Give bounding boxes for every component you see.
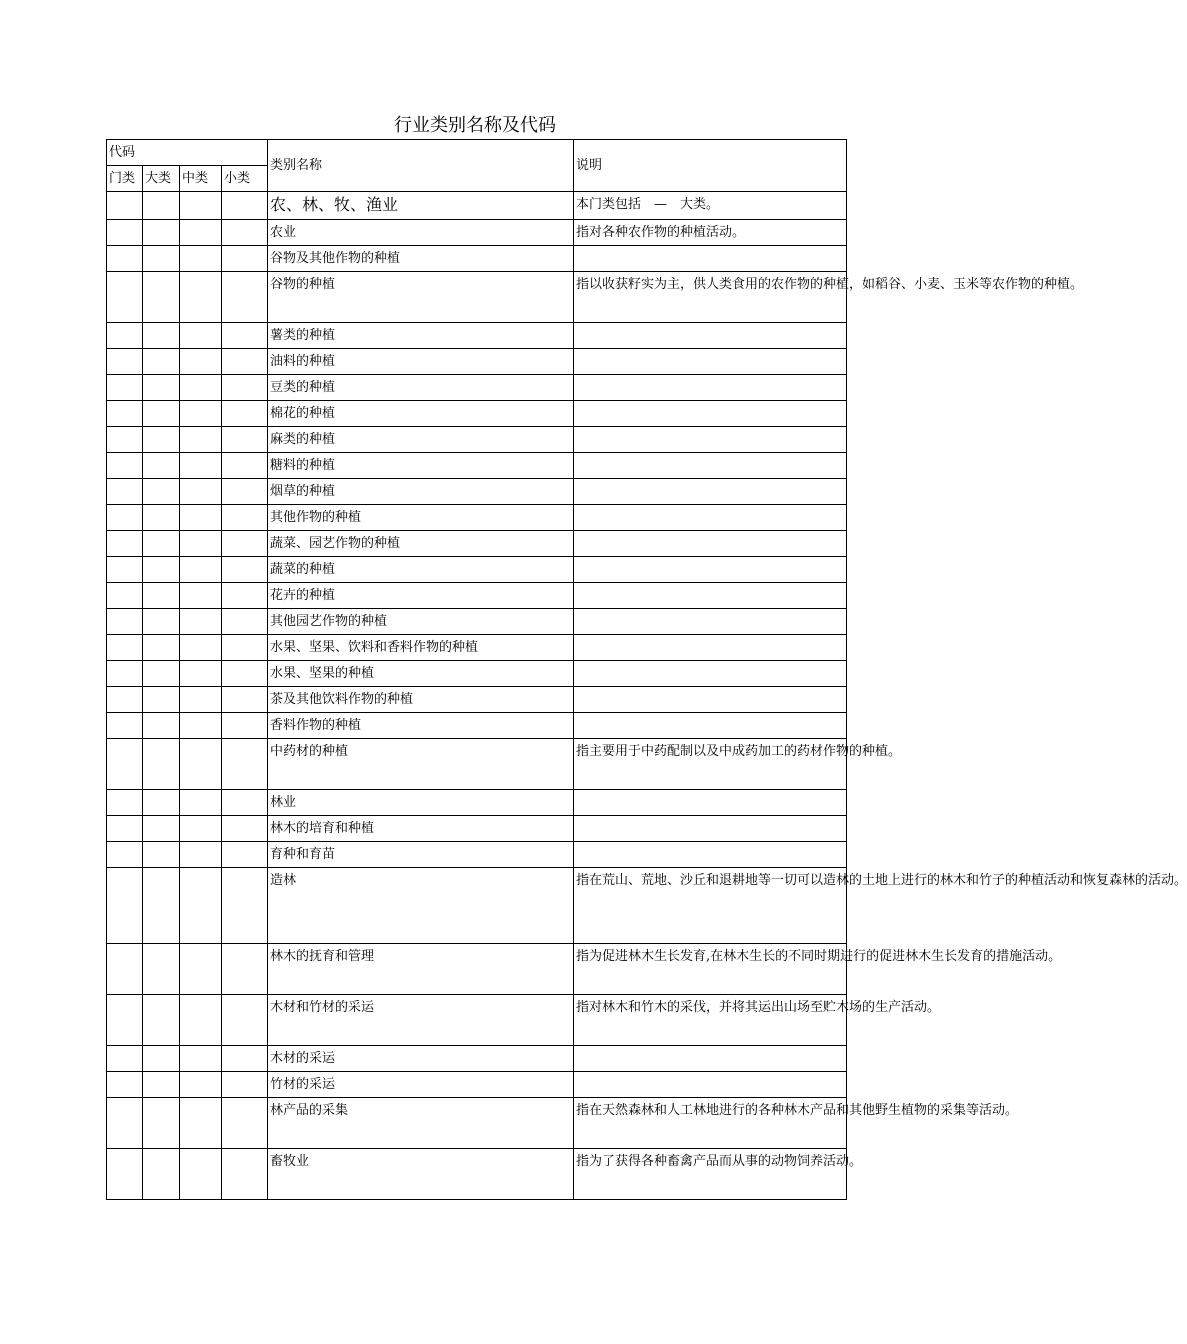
category-description: 指在天然森林和人工林地进行的各种林木产品和其他野生植物的采集等活动。: [574, 1098, 847, 1149]
table-row: [107, 1072, 847, 1098]
table-row: [107, 505, 847, 531]
code-cell: [143, 246, 180, 272]
category-description: [574, 375, 847, 401]
code-cell: [143, 220, 180, 246]
header-name: 类别名称: [268, 140, 574, 192]
category-name: 烟草的种植: [268, 479, 574, 505]
code-cell: [107, 246, 143, 272]
code-cell: [107, 375, 143, 401]
code-cell: [222, 995, 268, 1046]
category-description: [574, 816, 847, 842]
code-cell: [143, 661, 180, 687]
code-cell: [107, 713, 143, 739]
code-cell: [222, 453, 268, 479]
table-row: [107, 479, 847, 505]
code-cell: [107, 739, 143, 790]
code-cell: [222, 246, 268, 272]
table-row: [107, 868, 847, 944]
code-cell: [180, 427, 222, 453]
category-name: 糖料的种植: [268, 453, 574, 479]
code-cell: [222, 868, 268, 944]
category-name: 林木的培育和种植: [268, 816, 574, 842]
code-cell: [180, 868, 222, 944]
category-name: 谷物及其他作物的种植: [268, 246, 574, 272]
category-name: 林产品的采集: [268, 1098, 574, 1149]
code-cell: [222, 349, 268, 375]
category-description: [574, 349, 847, 375]
code-cell: [107, 453, 143, 479]
category-description: [574, 479, 847, 505]
code-cell: [180, 375, 222, 401]
code-cell: [180, 995, 222, 1046]
code-cell: [107, 479, 143, 505]
code-cell: [222, 842, 268, 868]
header-code: 代码: [107, 140, 268, 166]
category-name: 畜牧业: [268, 1149, 574, 1200]
table-row: [107, 349, 847, 375]
code-cell: [107, 220, 143, 246]
code-cell: [180, 635, 222, 661]
code-cell: [180, 739, 222, 790]
code-cell: [222, 1046, 268, 1072]
category-name: 油料的种植: [268, 349, 574, 375]
category-description: 指为了获得各种畜禽产品而从事的动物饲养活动。: [574, 1149, 847, 1200]
code-cell: [180, 453, 222, 479]
code-cell: [180, 349, 222, 375]
code-cell: [180, 1098, 222, 1149]
table-row: [107, 687, 847, 713]
code-cell: [222, 687, 268, 713]
code-cell: [180, 609, 222, 635]
code-cell: [222, 816, 268, 842]
code-cell: [222, 944, 268, 995]
code-cell: [143, 1072, 180, 1098]
code-cell: [107, 687, 143, 713]
table-row: [107, 739, 847, 790]
table-row: [107, 944, 847, 995]
header-row: [107, 140, 847, 166]
table-row: [107, 323, 847, 349]
code-cell: [143, 531, 180, 557]
code-cell: [180, 220, 222, 246]
code-cell: [143, 635, 180, 661]
category-description: [574, 453, 847, 479]
code-cell: [180, 246, 222, 272]
category-name: 木材和竹材的采运: [268, 995, 574, 1046]
category-name: 薯类的种植: [268, 323, 574, 349]
code-cell: [222, 323, 268, 349]
industry-code-table: [106, 139, 1187, 1200]
code-cell: [180, 816, 222, 842]
category-description: 指在荒山、荒地、沙丘和退耕地等一切可以造林的土地上进行的林木和竹子的种植活动和恢复森林的活动。: [574, 868, 847, 944]
code-cell: [222, 479, 268, 505]
table-row: [107, 1098, 847, 1149]
table-row: [107, 453, 847, 479]
code-cell: [222, 401, 268, 427]
code-cell: [107, 1098, 143, 1149]
code-cell: [143, 739, 180, 790]
table-row: [107, 1046, 847, 1072]
code-cell: [143, 868, 180, 944]
category-description: [574, 246, 847, 272]
code-cell: [222, 583, 268, 609]
code-cell: [107, 1072, 143, 1098]
code-cell: [107, 816, 143, 842]
header-xiaolei: 小类: [222, 166, 268, 192]
code-cell: [107, 192, 143, 220]
code-cell: [143, 583, 180, 609]
category-description: [574, 427, 847, 453]
category-name: 水果、坚果的种植: [268, 661, 574, 687]
code-cell: [143, 272, 180, 323]
code-cell: [222, 272, 268, 323]
code-cell: [107, 505, 143, 531]
code-cell: [107, 944, 143, 995]
category-description: [574, 790, 847, 816]
code-cell: [180, 531, 222, 557]
category-name: 蔬菜、园艺作物的种植: [268, 531, 574, 557]
category-name: 木材的采运: [268, 1046, 574, 1072]
code-cell: [143, 323, 180, 349]
category-description: [574, 713, 847, 739]
code-cell: [180, 401, 222, 427]
category-name: 造林: [268, 868, 574, 944]
code-cell: [180, 842, 222, 868]
code-cell: [107, 323, 143, 349]
code-cell: [180, 323, 222, 349]
code-cell: [107, 1149, 143, 1200]
category-name: 竹材的采运: [268, 1072, 574, 1098]
code-cell: [107, 557, 143, 583]
code-cell: [143, 401, 180, 427]
table-row: [107, 583, 847, 609]
code-cell: [107, 401, 143, 427]
category-description: 指主要用于中药配制以及中成药加工的药材作物的种植。: [574, 739, 847, 790]
table-row: [107, 713, 847, 739]
category-description: [574, 635, 847, 661]
code-cell: [222, 1072, 268, 1098]
page-title: 行业类别名称及代码: [394, 115, 556, 136]
code-cell: [222, 635, 268, 661]
code-cell: [180, 192, 222, 220]
category-description: [574, 1046, 847, 1072]
code-cell: [180, 272, 222, 323]
table-row: [107, 816, 847, 842]
table-row: [107, 192, 847, 220]
code-cell: [107, 790, 143, 816]
code-cell: [222, 220, 268, 246]
code-cell: [143, 192, 180, 220]
code-cell: [222, 790, 268, 816]
category-name: 农、林、牧、渔业: [268, 192, 574, 220]
code-cell: [222, 713, 268, 739]
code-cell: [143, 427, 180, 453]
code-cell: [143, 1098, 180, 1149]
code-cell: [222, 192, 268, 220]
table-row: [107, 401, 847, 427]
category-name: 麻类的种植: [268, 427, 574, 453]
category-name: 林木的抚育和管理: [268, 944, 574, 995]
code-cell: [107, 995, 143, 1046]
table-row: [107, 661, 847, 687]
category-description: 指为促进林木生长发育,在林木生长的不同时期进行的促进林木生长发育的措施活动。: [574, 944, 847, 995]
code-cell: [107, 661, 143, 687]
code-cell: [180, 944, 222, 995]
category-name: 水果、坚果、饮料和香料作物的种植: [268, 635, 574, 661]
code-cell: [107, 427, 143, 453]
code-cell: [222, 609, 268, 635]
category-name: 林业: [268, 790, 574, 816]
category-name: 茶及其他饮料作物的种植: [268, 687, 574, 713]
header-dalei: 大类: [143, 166, 180, 192]
code-cell: [222, 1149, 268, 1200]
header-menlei: 门类: [107, 166, 143, 192]
code-cell: [180, 1046, 222, 1072]
code-cell: [107, 1046, 143, 1072]
code-cell: [143, 790, 180, 816]
code-cell: [143, 609, 180, 635]
code-cell: [143, 375, 180, 401]
code-cell: [143, 713, 180, 739]
table-row: [107, 995, 847, 1046]
category-name: 香料作物的种植: [268, 713, 574, 739]
code-cell: [143, 816, 180, 842]
header-zhonglei: 中类: [180, 166, 222, 192]
category-description: [574, 1072, 847, 1098]
code-cell: [143, 557, 180, 583]
code-cell: [107, 635, 143, 661]
code-cell: [180, 687, 222, 713]
category-name: 蔬菜的种植: [268, 557, 574, 583]
category-name: 其他作物的种植: [268, 505, 574, 531]
code-cell: [222, 375, 268, 401]
category-description: [574, 687, 847, 713]
table-row: [107, 531, 847, 557]
code-cell: [222, 427, 268, 453]
code-cell: [143, 453, 180, 479]
code-cell: [143, 944, 180, 995]
category-name: 农业: [268, 220, 574, 246]
code-cell: [222, 531, 268, 557]
table-row: [107, 246, 847, 272]
code-cell: [107, 272, 143, 323]
table-row: [107, 842, 847, 868]
code-cell: [222, 557, 268, 583]
table-row: [107, 609, 847, 635]
code-cell: [180, 1149, 222, 1200]
category-name: 豆类的种植: [268, 375, 574, 401]
category-description: 本门类包括 — 大类。: [574, 192, 847, 220]
category-description: 指对林木和竹木的采伐，并将其运出山场至贮木场的生产活动。: [574, 995, 847, 1046]
code-cell: [107, 609, 143, 635]
code-cell: [143, 995, 180, 1046]
code-cell: [107, 583, 143, 609]
code-cell: [143, 687, 180, 713]
category-name: 谷物的种植: [268, 272, 574, 323]
code-cell: [107, 531, 143, 557]
code-cell: [143, 349, 180, 375]
category-name: 其他园艺作物的种植: [268, 609, 574, 635]
category-description: [574, 661, 847, 687]
table-row: [107, 557, 847, 583]
code-cell: [107, 349, 143, 375]
code-cell: [222, 1098, 268, 1149]
table-row: [107, 1149, 847, 1200]
table-row: [107, 635, 847, 661]
category-description: [574, 842, 847, 868]
code-cell: [180, 661, 222, 687]
code-cell: [180, 557, 222, 583]
table-row: [107, 427, 847, 453]
category-description: [574, 505, 847, 531]
code-cell: [107, 868, 143, 944]
code-cell: [143, 1046, 180, 1072]
code-cell: [180, 713, 222, 739]
category-name: 育种和育苗: [268, 842, 574, 868]
table-row: [107, 272, 847, 323]
code-cell: [222, 505, 268, 531]
category-description: [574, 531, 847, 557]
header-desc: 说明: [574, 140, 847, 192]
table-row: [107, 375, 847, 401]
category-description: [574, 583, 847, 609]
category-description: 指对各种农作物的种植活动。: [574, 220, 847, 246]
code-cell: [222, 739, 268, 790]
category-description: [574, 557, 847, 583]
code-cell: [180, 479, 222, 505]
code-cell: [143, 479, 180, 505]
category-name: 中药材的种植: [268, 739, 574, 790]
code-cell: [143, 1149, 180, 1200]
category-name: 花卉的种植: [268, 583, 574, 609]
code-cell: [143, 842, 180, 868]
code-cell: [180, 583, 222, 609]
code-cell: [107, 842, 143, 868]
code-cell: [180, 505, 222, 531]
code-cell: [143, 505, 180, 531]
category-description: [574, 401, 847, 427]
code-cell: [222, 661, 268, 687]
table-row: [107, 220, 847, 246]
category-name: 棉花的种植: [268, 401, 574, 427]
category-description: 指以收获籽实为主，供人类食用的农作物的种植，如稻谷、小麦、玉米等农作物的种植。: [574, 272, 847, 323]
category-description: [574, 323, 847, 349]
code-cell: [180, 1072, 222, 1098]
table-row: [107, 790, 847, 816]
category-description: [574, 609, 847, 635]
code-cell: [180, 790, 222, 816]
